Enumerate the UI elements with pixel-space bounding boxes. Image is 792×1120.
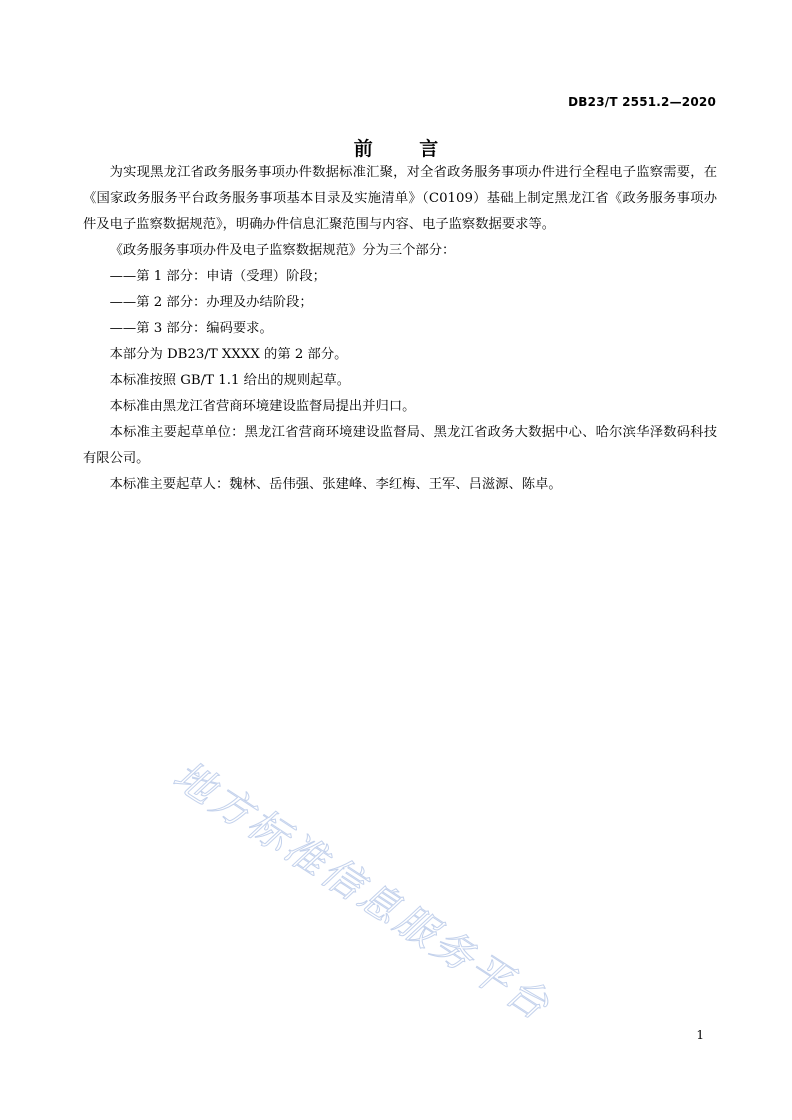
document-code: DB23/T 2551.2—2020 xyxy=(568,95,716,109)
page-number: 1 xyxy=(696,1028,704,1042)
list-item-part-3: ——第 3 部分：编码要求。 xyxy=(109,321,273,336)
paragraph-purpose: 为实现黑龙江省政务服务事项办件数据标准汇聚，对全省政务服务事项办件进行全程电子监察需要，在《国家政务服务平台政务服务事项基本目录及实施清单》（C0109）基础上制定黑龙江省《政务服务事项办件及电子监察数据规范》，明确办件信息汇聚范围与内容、电子监察数据要求等。 xyxy=(83,165,717,232)
paragraph-drafting-units: 本标准主要起草单位：黑龙江省营商环境建设监督局、黑龙江省政务大数据中心、哈尔滨华泽数码科技有限公司。 xyxy=(83,425,717,466)
foreword-body xyxy=(83,160,717,498)
paragraph-part-statement: 本部分为 DB23/T XXXX 的第 2 部分。 xyxy=(109,347,348,362)
paragraph-proposer: 本标准由黑龙江省营商环境建设监督局提出并归口。 xyxy=(109,399,416,414)
watermark-text: 地方标准信息服务平台 xyxy=(165,752,560,1031)
list-item-part-1: ——第 1 部分：申请（受理）阶段； xyxy=(109,269,326,284)
paragraph-parts-intro: 《政务服务事项办件及电子监察数据规范》分为三个部分： xyxy=(109,243,456,258)
list-item-part-2: ——第 2 部分：办理及办结阶段； xyxy=(109,295,313,310)
page-title: 前 言 xyxy=(353,138,459,160)
paragraph-drafting-rules: 本标准按照 GB/T 1.1 给出的规则起草。 xyxy=(109,373,351,388)
paragraph-drafters: 本标准主要起草人：魏林、岳伟强、张建峰、李红梅、王军、吕滋源、陈卓。 xyxy=(109,477,562,492)
